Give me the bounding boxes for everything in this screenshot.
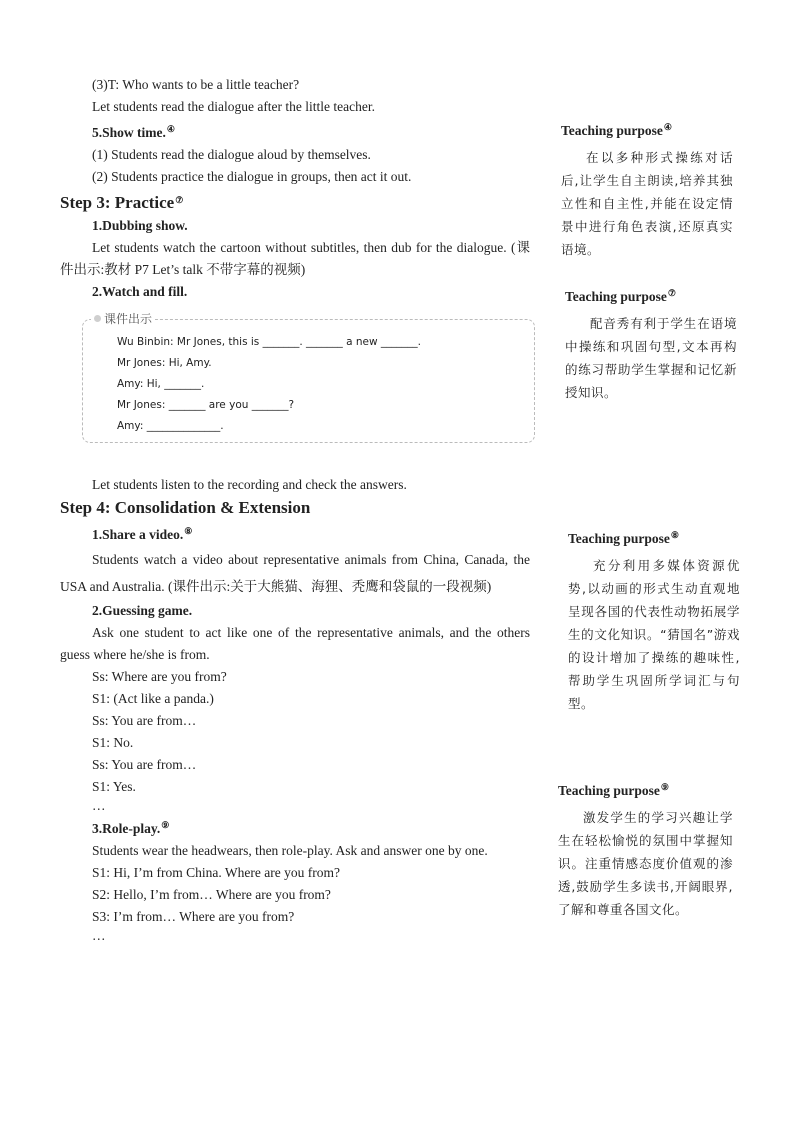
- show-line-2: (2) Students practice the dialogue in groups, then act it out.: [92, 169, 412, 184]
- show-time-mark: ④: [166, 124, 175, 134]
- courseware-label-text: 课件出示: [104, 312, 153, 326]
- dialogue2-line: …: [92, 928, 106, 943]
- roleplay-heading: [60, 814, 530, 840]
- dialogue1-line: …: [92, 798, 106, 813]
- dialogue1-line: S1: Yes.: [92, 779, 136, 794]
- note-mark: ⑦: [667, 288, 676, 298]
- roleplay-label: 3.Role-play.: [92, 821, 161, 836]
- dialogue1-line: Ss: You are from…: [92, 713, 197, 728]
- note-title-text: Teaching purpose: [565, 289, 667, 304]
- show-time-heading: [60, 118, 530, 144]
- note-text: 充分利用多媒体资源优势,以动画的形式生动直观地呈现各国的代表性动物拓展学生的文化知识。“猜国名”游戏的设计增加了操练的趣味性,帮助学生巩固所学词汇与句型。: [568, 558, 740, 711]
- teaching-purpose-note: [565, 284, 737, 404]
- share-heading: [60, 520, 530, 546]
- step3-heading: [60, 188, 530, 215]
- note-text: 配音秀有利于学生在语境中操练和巩固句型,文本再构的练习帮助学生掌握和记忆新授知识。: [565, 316, 737, 400]
- share-mark: ⑧: [184, 526, 193, 536]
- watch-fill-heading: 2.Watch and fill.: [92, 284, 188, 299]
- note-mark: ⑨: [660, 782, 669, 792]
- show-time-label: 5.Show time.: [92, 125, 166, 140]
- note-title-text: Teaching purpose: [561, 123, 663, 138]
- dialogue2-line: S3: I’m from… Where are you from?: [92, 909, 295, 924]
- dialogue2-line: S1: Hi, I’m from China. Where are you from?: [92, 865, 340, 880]
- note-mark: ④: [663, 122, 672, 132]
- roleplay-mark: ⑨: [161, 820, 170, 830]
- bullet-dot-icon: [94, 315, 101, 322]
- courseware-box: [82, 312, 535, 443]
- teaching-purpose-note: [558, 778, 733, 921]
- step3-label: Step 3: Practice: [60, 193, 175, 212]
- note-text: 在以多种形式操练对话后,让学生自主朗读,培养其独立性和自主性,并能在设定情景中进行角色表演,还原真实语境。: [561, 150, 733, 257]
- note-title: [558, 778, 733, 800]
- guessing-text: Ask one student to act like one of the representative animals, and the others guess where he/she is from.: [60, 625, 530, 662]
- note-title: [565, 284, 737, 306]
- fill-in-dialogue: [117, 332, 421, 437]
- line-t3: (3)T: Who wants to be a little teacher?: [92, 77, 300, 92]
- share-text: Students watch a video about representative animals from China, Canada, the USA and Australia. (课件出示:关于大熊猫、海狸、秃鹰和袋鼠的一段视频): [60, 552, 530, 594]
- dialogue1-line: Ss: Where are you from?: [92, 669, 227, 684]
- fill-line: Amy: Hi, _______.: [117, 378, 205, 390]
- fill-line: Mr Jones: _______ are you _______?: [117, 399, 295, 411]
- step4-heading: Step 4: Consolidation & Extension: [60, 498, 311, 517]
- step3-mark: ⑦: [175, 195, 184, 205]
- dialogue1-line: Ss: You are from…: [92, 757, 197, 772]
- note-text: 激发学生的学习兴趣让学生在轻松愉悦的氛围中掌握知识。注重情感态度价值观的渗透,鼓励学生多读书,开阔眼界,了解和尊重各国文化。: [558, 810, 733, 917]
- note-title-text: Teaching purpose: [568, 531, 670, 546]
- guessing-heading: 2.Guessing game.: [92, 603, 193, 618]
- share-label: 1.Share a video.: [92, 527, 184, 542]
- fill-line: Mr Jones: Hi, Amy.: [117, 357, 212, 369]
- note-mark: ⑧: [670, 530, 679, 540]
- fill-line: Amy: ______________.: [117, 420, 224, 432]
- dialogue2-line: S2: Hello, I’m from… Where are you from?: [92, 887, 331, 902]
- show-line-1: (1) Students read the dialogue aloud by themselves.: [92, 147, 371, 162]
- note-title-text: Teaching purpose: [558, 783, 660, 798]
- listen-text: Let students listen to the recording and check the answers.: [92, 477, 407, 492]
- dubbing-heading: 1.Dubbing show.: [92, 218, 188, 233]
- courseware-label: [91, 311, 155, 327]
- dialogue1-line: S1: (Act like a panda.): [92, 691, 214, 706]
- fill-line: Wu Binbin: Mr Jones, this is _______. _______ a new _______.: [117, 336, 422, 348]
- teaching-purpose-note: [561, 118, 733, 261]
- lesson-main-column: [60, 74, 530, 944]
- dubbing-text: Let students watch the cartoon without subtitles, then dub for the dialogue. (课件出示:教材 P7 Let’s talk 不带字幕的视频): [60, 240, 530, 277]
- line-t3b: Let students read the dialogue after the little teacher.: [92, 99, 376, 114]
- note-title: [561, 118, 733, 140]
- roleplay-text: Students wear the headwears, then role-play. Ask and answer one by one.: [92, 843, 488, 858]
- note-title: [568, 526, 740, 548]
- dialogue1-line: S1: No.: [92, 735, 134, 750]
- teaching-purpose-note: [568, 526, 740, 715]
